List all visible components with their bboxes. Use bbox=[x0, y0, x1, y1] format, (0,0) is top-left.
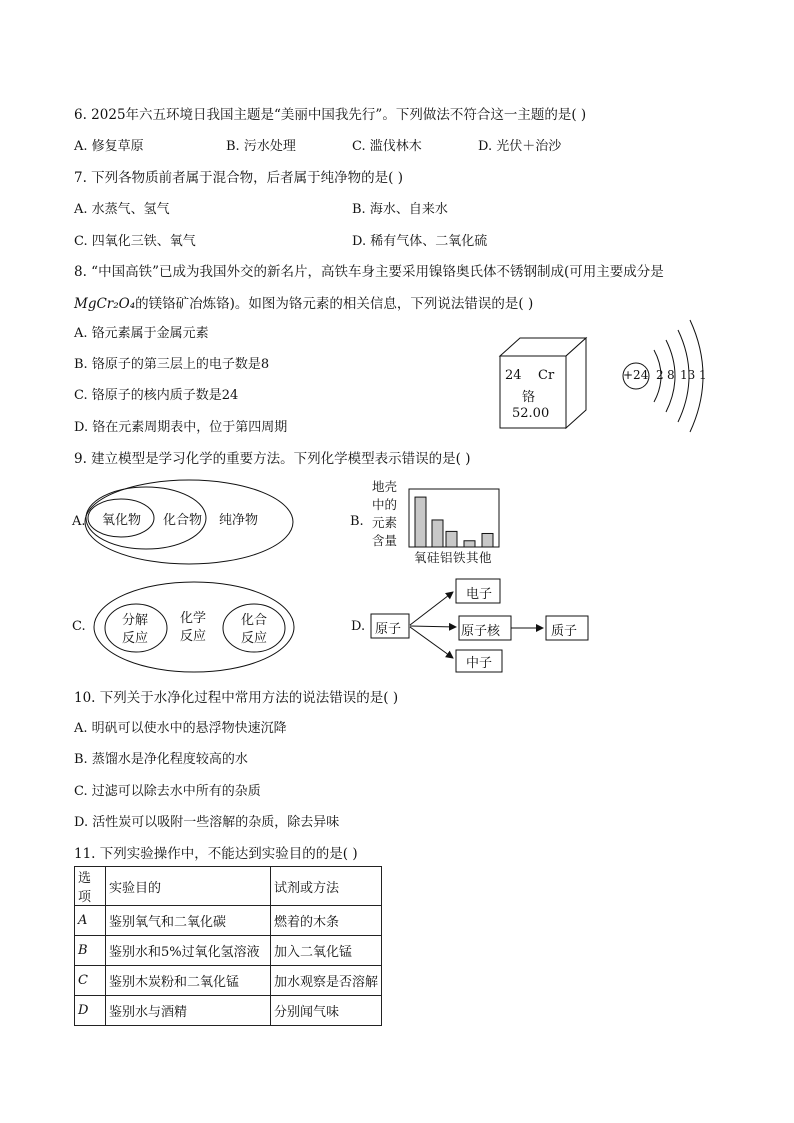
bar-硅 bbox=[432, 520, 443, 547]
q9-c-center bbox=[180, 610, 206, 646]
bar-铁 bbox=[464, 541, 475, 547]
q8-stem-rest: 的镁铬矿冶炼铬)。如图为铬元素的相关信息，下列说法错误的是( ) bbox=[135, 296, 534, 312]
element-atomic-number: 24 bbox=[505, 368, 522, 383]
q8-stem-line2 bbox=[74, 292, 533, 312]
atom-shell-4: 1 bbox=[699, 368, 707, 382]
q9-b-label: B. bbox=[350, 514, 364, 529]
q10-option-c: C. 过滤可以除去水中所有的杂质 bbox=[74, 784, 261, 799]
q7-stem: 7. 下列各物质前者属于混合物，后者属于纯净物的是( ) bbox=[74, 170, 403, 186]
q9-a-outer: 纯净物 bbox=[219, 513, 259, 528]
q9-c-right-line1: 化合 bbox=[241, 613, 268, 628]
q9-b-xlabels: 氧硅铝铁其他 bbox=[414, 550, 493, 565]
q9-c-center-line1: 化学 bbox=[180, 611, 207, 626]
q10-stem: 10. 下列关于水净化过程中常用方法的说法错误的是( ) bbox=[74, 690, 399, 706]
q9-c-left-line1: 分解 bbox=[122, 613, 149, 628]
bar-其他 bbox=[482, 533, 493, 547]
q6-stem: 6. 2025年六五环境日我国主题是“美丽中国我先行”。下列做法不符合这一主题的是( ) bbox=[74, 107, 587, 123]
q9-b-ylabel bbox=[372, 478, 402, 550]
row-c-option: C bbox=[75, 966, 106, 996]
q9-d-nucleus: 原子核 bbox=[461, 624, 501, 639]
q10-option-b: B. 蒸馏水是净化程度较高的水 bbox=[74, 752, 248, 767]
q7-option-d: D. 稀有气体、二氧化硫 bbox=[352, 234, 488, 249]
bar-铝 bbox=[446, 531, 457, 547]
table-row bbox=[75, 936, 382, 966]
q10-option-d: D. 活性炭可以吸附一些溶解的杂质，除去异味 bbox=[74, 815, 340, 830]
table-header-row bbox=[75, 867, 382, 906]
q6-option-a: A. 修复草原 bbox=[74, 139, 144, 154]
q9-stem: 9. 建立模型是学习化学的重要方法。下列化学模型表示错误的是( ) bbox=[74, 451, 471, 467]
q8-option-b: B. 铬原子的第三层上的电子数是8 bbox=[74, 357, 270, 372]
q6-option-b: B. 污水处理 bbox=[226, 139, 296, 154]
q9-c-right-line2: 反应 bbox=[241, 631, 268, 646]
q9-a-inner: 氧化物 bbox=[102, 513, 142, 528]
row-c-method: 加水观察是否溶解 bbox=[271, 966, 382, 996]
q7-option-c: C. 四氧化三铁、氧气 bbox=[74, 234, 196, 249]
q9-c-label: C. bbox=[72, 619, 86, 634]
row-b-method: 加入二氧化锰 bbox=[271, 936, 382, 966]
q9-b-ylabel-line4: 含量 bbox=[372, 533, 398, 548]
row-d-purpose: 鉴别水与酒精 bbox=[106, 996, 271, 1026]
table-row bbox=[75, 996, 382, 1026]
atom-shell-2: 8 bbox=[667, 368, 675, 382]
q9-a-label: A. bbox=[72, 514, 86, 529]
q11-experiment-table bbox=[74, 866, 382, 1026]
row-b-purpose: 鉴别水和5%过氧化氢溶液 bbox=[106, 936, 271, 966]
q11-stem: 11. 下列实验操作中，不能达到实验目的的是( ) bbox=[74, 846, 358, 862]
q9-b-ylabel-line1: 地壳 bbox=[372, 479, 398, 494]
row-b-option: B bbox=[75, 936, 106, 966]
q9-d-atom: 原子 bbox=[375, 622, 402, 637]
q9-b-ylabel-line3: 元素 bbox=[372, 515, 398, 530]
row-a-purpose: 鉴别氧气和二氧化碳 bbox=[106, 906, 271, 936]
q8-option-c: C. 铬原子的核内质子数是24 bbox=[74, 388, 239, 403]
q7-option-a: A. 水蒸气、氢气 bbox=[74, 202, 170, 217]
q7-option-b: B. 海水、自来水 bbox=[352, 202, 448, 217]
element-name: 铬 bbox=[522, 390, 536, 405]
q9-d-electron: 电子 bbox=[466, 587, 493, 602]
q9-b-ylabel-line2: 中的 bbox=[372, 497, 398, 512]
header-method: 试剂或方法 bbox=[271, 867, 382, 906]
row-d-option: D bbox=[75, 996, 106, 1026]
q9-d-label: D. bbox=[351, 619, 366, 634]
bar-氧 bbox=[415, 497, 426, 547]
q6-option-c: C. 滥伐林木 bbox=[352, 139, 422, 154]
row-a-method: 燃着的木条 bbox=[271, 906, 382, 936]
element-symbol: Cr bbox=[538, 368, 555, 383]
row-d-method: 分别闻气味 bbox=[271, 996, 382, 1026]
q8-stem-line1: 8. “中国高铁”已成为我国外交的新名片，高铁车身主要采用镍铬奥氏体不锈钢制成(可用主要成分是 bbox=[74, 264, 664, 280]
q9-c-center-line2: 反应 bbox=[180, 629, 207, 644]
q9-c-left-line2: 反应 bbox=[122, 631, 149, 646]
crust-element-bar-chart bbox=[408, 488, 500, 548]
q8-option-d: D. 铬在元素周期表中，位于第四周期 bbox=[74, 420, 288, 435]
q9-a-middle: 化合物 bbox=[163, 513, 203, 528]
q8-formula: MgCr₂O₄ bbox=[74, 296, 136, 312]
header-purpose: 实验目的 bbox=[106, 867, 271, 906]
q8-option-a: A. 铬元素属于金属元素 bbox=[74, 326, 209, 341]
q10-option-a: A. 明矾可以使水中的悬浮物快速沉降 bbox=[74, 721, 287, 736]
q9-d-proton: 质子 bbox=[551, 624, 578, 639]
table-row bbox=[75, 906, 382, 936]
atom-shell-1: 2 bbox=[656, 368, 664, 382]
header-option: 选项 bbox=[75, 867, 106, 906]
row-c-purpose: 鉴别木炭粉和二氧化锰 bbox=[106, 966, 271, 996]
element-mass: 52.00 bbox=[512, 406, 550, 421]
row-a-option: A bbox=[75, 906, 106, 936]
atom-nucleus-charge: +24 bbox=[623, 368, 649, 382]
table-row bbox=[75, 966, 382, 996]
q6-option-d: D. 光伏＋治沙 bbox=[478, 139, 562, 154]
q9-c-right bbox=[241, 612, 267, 648]
q9-d-neutron: 中子 bbox=[466, 656, 493, 671]
q9-c-left bbox=[122, 612, 148, 648]
atom-shell-3: 13 bbox=[680, 368, 696, 382]
